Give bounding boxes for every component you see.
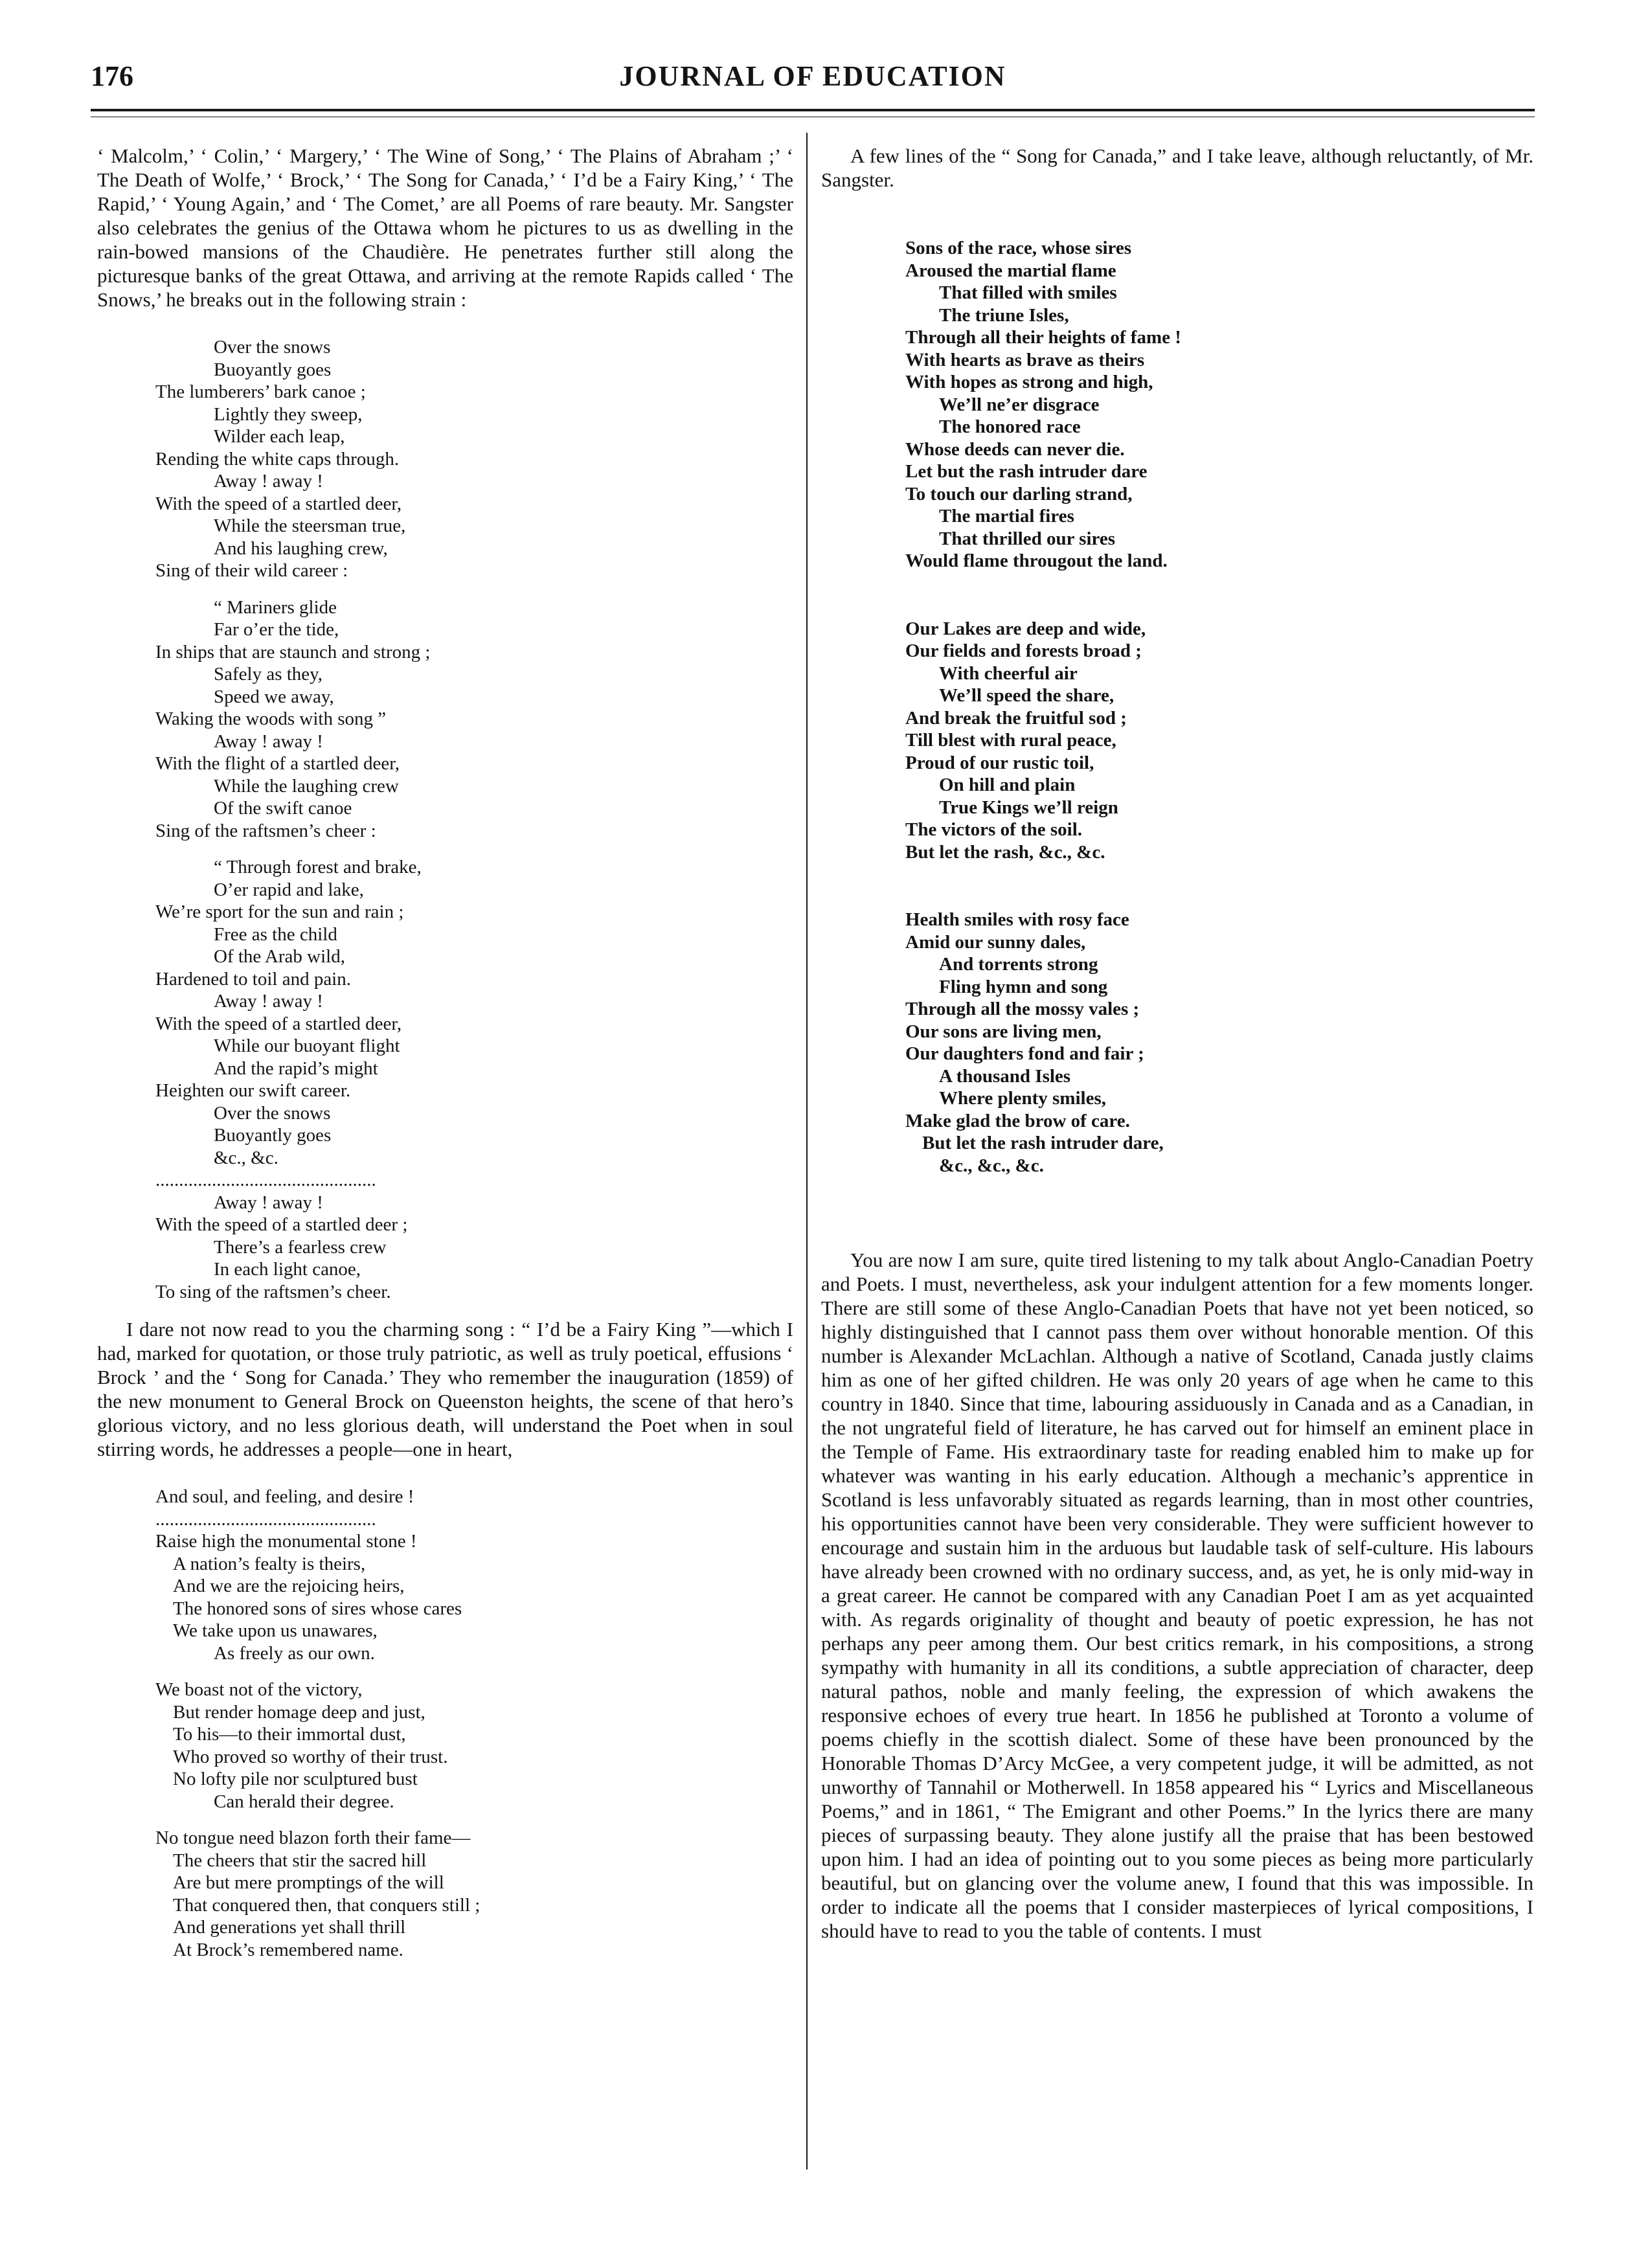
verse-line: And break the fruitful sod ; bbox=[905, 707, 1127, 729]
verse-line: Who proved so worthy of their trust. bbox=[173, 1746, 448, 1767]
verse-line: True Kings we’ll reign bbox=[939, 797, 1118, 818]
header-rule bbox=[91, 109, 1535, 111]
verse-line: A thousand Isles bbox=[939, 1065, 1071, 1087]
verse-line: On hill and plain bbox=[939, 775, 1076, 795]
left-column bbox=[97, 144, 793, 1961]
verse-line: That thrilled our sires bbox=[939, 528, 1116, 549]
verse-line: And the rapid’s might bbox=[214, 1058, 378, 1079]
verse-line: And we are the rejoicing heirs, bbox=[173, 1576, 405, 1596]
verse-line: “ Mariners glide bbox=[214, 596, 337, 618]
paragraph-text: ‘ Malcolm,’ ‘ Colin,’ ‘ Margery,’ ‘ The Wine of Song,’ ‘ The Plains of Abraham ;’ ‘ The Death of Wolfe,’ ‘ Brock,’ ‘ The Song for Canada,’ ‘ I’d be a Fairy King,’ ‘ The Rapid,’ ‘ Young Again,’ and ‘ The Comet,’ are all Poems of rare beauty. Mr. Sangster also celebrates the genius of the Ottawa whom he pictures to us as dwelling in the rain-bowed mansions of the Chaudière. He penetrates further still along the picturesque banks of the great Ottawa, and arriving at the remote Rapids called ‘ The Snows,’ he breaks out in the following strain : bbox=[97, 144, 793, 311]
verse-line: In each light canoe, bbox=[214, 1259, 361, 1280]
verse-line: &c., &c., &c. bbox=[939, 1155, 1044, 1176]
verse-line: Of the Arab wild, bbox=[214, 946, 345, 967]
verse-line: That filled with smiles bbox=[939, 282, 1117, 303]
verse-line: Heighten our swift career. bbox=[155, 1080, 351, 1101]
prose-paragraph bbox=[97, 144, 793, 311]
verse-line: Make glad the brow of care. bbox=[905, 1110, 1130, 1131]
verse-line: With the speed of a startled deer, bbox=[155, 1013, 402, 1034]
verse-line: To sing of the raftsmen’s cheer. bbox=[155, 1281, 391, 1302]
verse-stanza bbox=[97, 336, 793, 582]
verse-line: That conquered then, that conquers still ; bbox=[173, 1894, 481, 1916]
verse-line: A nation’s fealty is theirs, bbox=[173, 1553, 366, 1574]
paragraph-text: I dare not now read to you the charming song : “ I’d be a Fairy King ”—which I had, marked for quotation, or those truly patriotic, as well as truly poetical, effusions ‘ Brock ’ and the ‘ Song for Canada.’ They who remember the inauguration (1859) of the new monument to General Brock on Queenston heights, the scene of that hero’s glorious victory, and no less glorious death, will understand the Poet when in soul stirring words, he addresses a people—one in heart, bbox=[97, 1318, 793, 1460]
column-divider bbox=[806, 133, 808, 2169]
verse-line: The cheers that stir the sacred hill bbox=[173, 1850, 427, 1871]
verse-line: Wilder each leap, bbox=[214, 426, 345, 447]
prose-paragraph bbox=[821, 144, 1533, 192]
verse-line: Sing of the raftsmen’s cheer : bbox=[155, 820, 376, 841]
verse-line: Buoyantly goes bbox=[214, 359, 332, 380]
paragraph-text: A few lines of the “ Song for Canada,” and I take leave, although reluctantly, of Mr. Sangster. bbox=[821, 144, 1533, 191]
verse-line: Waking the woods with song ” bbox=[155, 708, 387, 729]
verse-line: To his—to their immortal dust, bbox=[173, 1724, 406, 1745]
verse-line: Whose deeds can never die. bbox=[905, 438, 1125, 460]
verse-line: With hopes as strong and high, bbox=[905, 372, 1153, 392]
verse-line: No lofty pile nor sculptured bust bbox=[173, 1769, 418, 1789]
verse-line: In ships that are staunch and strong ; bbox=[155, 641, 431, 662]
verse-line: Our daughters fond and fair ; bbox=[905, 1043, 1144, 1064]
verse-line: We boast not of the victory, bbox=[155, 1679, 363, 1700]
verse-line: We’ll ne’er disgrace bbox=[939, 394, 1100, 415]
verse-line: While the steersman true, bbox=[214, 515, 406, 536]
verse-line: While our buoyant flight bbox=[214, 1036, 400, 1056]
verse-line: But render homage deep and just, bbox=[173, 1701, 425, 1723]
verse-line: Away ! away ! bbox=[214, 730, 323, 752]
prose-paragraph bbox=[821, 1248, 1533, 1943]
prose-paragraph bbox=[97, 1317, 793, 1461]
verse-line: Fling hymn and song bbox=[939, 976, 1108, 997]
verse-line: As freely as our own. bbox=[214, 1642, 375, 1664]
verse-line: Can herald their degree. bbox=[214, 1791, 394, 1812]
verse-line: Our sons are living men, bbox=[905, 1021, 1102, 1042]
verse-line: Rending the white caps through. bbox=[155, 448, 400, 470]
verse-line: The honored sons of sires whose cares bbox=[173, 1598, 462, 1619]
verse-line: Lightly they sweep, bbox=[214, 403, 363, 425]
verse-line: While the laughing crew bbox=[214, 775, 399, 797]
verse-line: The victors of the soil. bbox=[905, 819, 1083, 840]
journal-title: JOURNAL OF EDUCATION bbox=[619, 60, 1006, 92]
verse-line: Away ! away ! bbox=[214, 1192, 323, 1213]
verse-line: And torrents strong bbox=[939, 954, 1098, 975]
verse-line: ............................................... bbox=[155, 1170, 376, 1190]
verse-stanza bbox=[821, 618, 1533, 864]
verse-stanza bbox=[821, 909, 1533, 1177]
verse-line: At Brock’s remembered name. bbox=[173, 1939, 403, 1960]
verse-line: Sing of their wild career : bbox=[155, 560, 348, 581]
verse-line: Raise high the monumental stone ! bbox=[155, 1531, 417, 1552]
verse-line: “ Through forest and brake, bbox=[214, 857, 422, 877]
verse-line: Far o’er the tide, bbox=[214, 619, 339, 640]
verse-line: With the speed of a startled deer, bbox=[155, 493, 402, 514]
verse-line: The martial fires bbox=[939, 506, 1074, 526]
page-number: 176 bbox=[91, 60, 133, 92]
verse-line: Away ! away ! bbox=[214, 471, 323, 492]
verse-line: Of the swift canoe bbox=[214, 798, 352, 819]
verse-line: Through all their heights of fame ! bbox=[905, 327, 1181, 348]
verse-line: Over the snows bbox=[214, 1102, 331, 1124]
verse-line: Buoyantly goes bbox=[214, 1125, 332, 1146]
verse-line: Through all the mossy vales ; bbox=[905, 999, 1140, 1019]
verse-line: We take upon us unawares, bbox=[173, 1620, 378, 1641]
verse-line: The triune Isles, bbox=[939, 304, 1069, 326]
verse-stanza bbox=[821, 237, 1533, 572]
verse-line: Would flame througout the land. bbox=[905, 550, 1168, 571]
verse-line: Let but the rash intruder dare bbox=[905, 461, 1148, 482]
verse-line: Safely as they, bbox=[214, 664, 323, 685]
verse-line: With the speed of a startled deer ; bbox=[155, 1214, 408, 1235]
verse-line: Are but mere promptings of the will bbox=[173, 1872, 444, 1893]
verse-line: Hardened to toil and pain. bbox=[155, 968, 351, 990]
verse-line: But let the rash, &c., &c. bbox=[905, 841, 1105, 863]
verse-line: The lumberers’ bark canoe ; bbox=[155, 381, 366, 402]
verse-line: There’s a fearless crew bbox=[214, 1236, 387, 1258]
verse-stanza bbox=[97, 856, 793, 1303]
verse-line: Proud of our rustic toil, bbox=[905, 752, 1094, 773]
verse-line: Till blest with rural peace, bbox=[905, 730, 1116, 751]
verse-line: We’re sport for the sun and rain ; bbox=[155, 901, 404, 922]
verse-line: And his laughing crew, bbox=[214, 538, 388, 559]
verse-line: And generations yet shall thrill bbox=[173, 1917, 406, 1938]
verse-line: Our fields and forests broad ; bbox=[905, 640, 1142, 661]
verse-line: The honored race bbox=[939, 416, 1081, 437]
verse-line: To touch our darling strand, bbox=[905, 483, 1133, 504]
verse-line: Free as the child bbox=[214, 923, 337, 945]
verse-line: No tongue need blazon forth their fame— bbox=[155, 1828, 471, 1848]
verse-line: Aroused the martial flame bbox=[905, 260, 1116, 281]
verse-line: Where plenty smiles, bbox=[939, 1088, 1107, 1109]
verse-line: Away ! away ! bbox=[214, 991, 323, 1012]
verse-line: ............................................... bbox=[155, 1508, 376, 1530]
verse-line: We’ll speed the share, bbox=[939, 685, 1115, 706]
verse-line: And soul, and feeling, and desire ! bbox=[155, 1486, 414, 1507]
page-header bbox=[91, 60, 1535, 111]
verse-stanza bbox=[97, 596, 793, 843]
verse-line: Health smiles with rosy face bbox=[905, 909, 1129, 930]
verse-line: With cheerful air bbox=[939, 662, 1078, 684]
verse-line: But let the rash intruder dare, bbox=[922, 1133, 1164, 1153]
verse-line: &c., &c. bbox=[214, 1147, 278, 1168]
verse-line: Sons of the race, whose sires bbox=[905, 238, 1132, 258]
right-column bbox=[821, 144, 1533, 1943]
verse-stanza bbox=[97, 1679, 793, 1813]
verse-stanza bbox=[97, 1486, 793, 1664]
verse-line: With hearts as brave as theirs bbox=[905, 349, 1145, 370]
verse-line: Our Lakes are deep and wide, bbox=[905, 618, 1146, 639]
paragraph-text: You are now I am sure, quite tired listening to my talk about Anglo-Canadian Poetry and Poets. I must, nevertheless, ask your indulgent attention for a few moments longer. There are still some of these Anglo-Canadian Poets that have not yet been noticed, so highly distinguished that I cannot pass them over without honorable mention. Of this number is Alexander McLachlan. Although a native of Scotland, Canada justly claims him as one of her gifted children. He was only 20 years of age when he came to this country in 1840. Since that time, labouring assiduously in Canada and as a Canadian, in the not ungrateful field of literature, he has carved out for himself an eminent place in the Temple of Fame. His extraordinary taste for reading enabled him to make up for whatever was wanting in his early education. Although a mechanic’s apprentice in Scotland is less unfavorably situated as regards learning, than in most other countries, his opportunities cannot have been very considerable. They were sufficient however to encourage and sustain him in the arduous but laudable task of self-culture. His labours have already been crowned with no ordinary success, and, as yet, he is only mid-way in a great career. He cannot be compared with any Canadian Poet I am as yet acquainted with. As regards originality of thought and beauty of poetic expression, he has not perhaps any peer among them. Our best critics remark, in his compositions, a strong sympathy with humanity in all its conditions, a subtle appreciation of character, deep natural pathos, noble and manly feeling, the expression of which awakens the responsive echoes of every true heart. In 1856 he published at Toronto a volume of poems chiefly in the scottish dialect. Some of these have been pronounced by the Honorable Thomas D’Arcy McGee, a very competent judge, it will be admitted, as not unworthy of Tannahil or Motherwell. In 1858 appeared his “ Lyrics and Miscellaneous Poems,” and in 1861, “ The Emigrant and other Poems.” In the lyrics there are many pieces of surpassing beauty. They alone justify all the praise that has been bestowed upon him. I had an idea of pointing out to you some pieces as being more particularly beautiful, but on glancing over the volume anew, I found that this was impossible. In order to indicate all the poems that I consider masterpieces of lyrical compositions, I should have to read to you the table of contents. I must bbox=[821, 1249, 1533, 1942]
verse-line: With the flight of a startled deer, bbox=[155, 753, 400, 774]
verse-line: Over the snows bbox=[214, 337, 331, 357]
verse-line: Amid our sunny dales, bbox=[905, 931, 1086, 953]
verse-line: Speed we away, bbox=[214, 686, 334, 707]
verse-stanza bbox=[97, 1827, 793, 1961]
verse-line: O’er rapid and lake, bbox=[214, 879, 364, 900]
